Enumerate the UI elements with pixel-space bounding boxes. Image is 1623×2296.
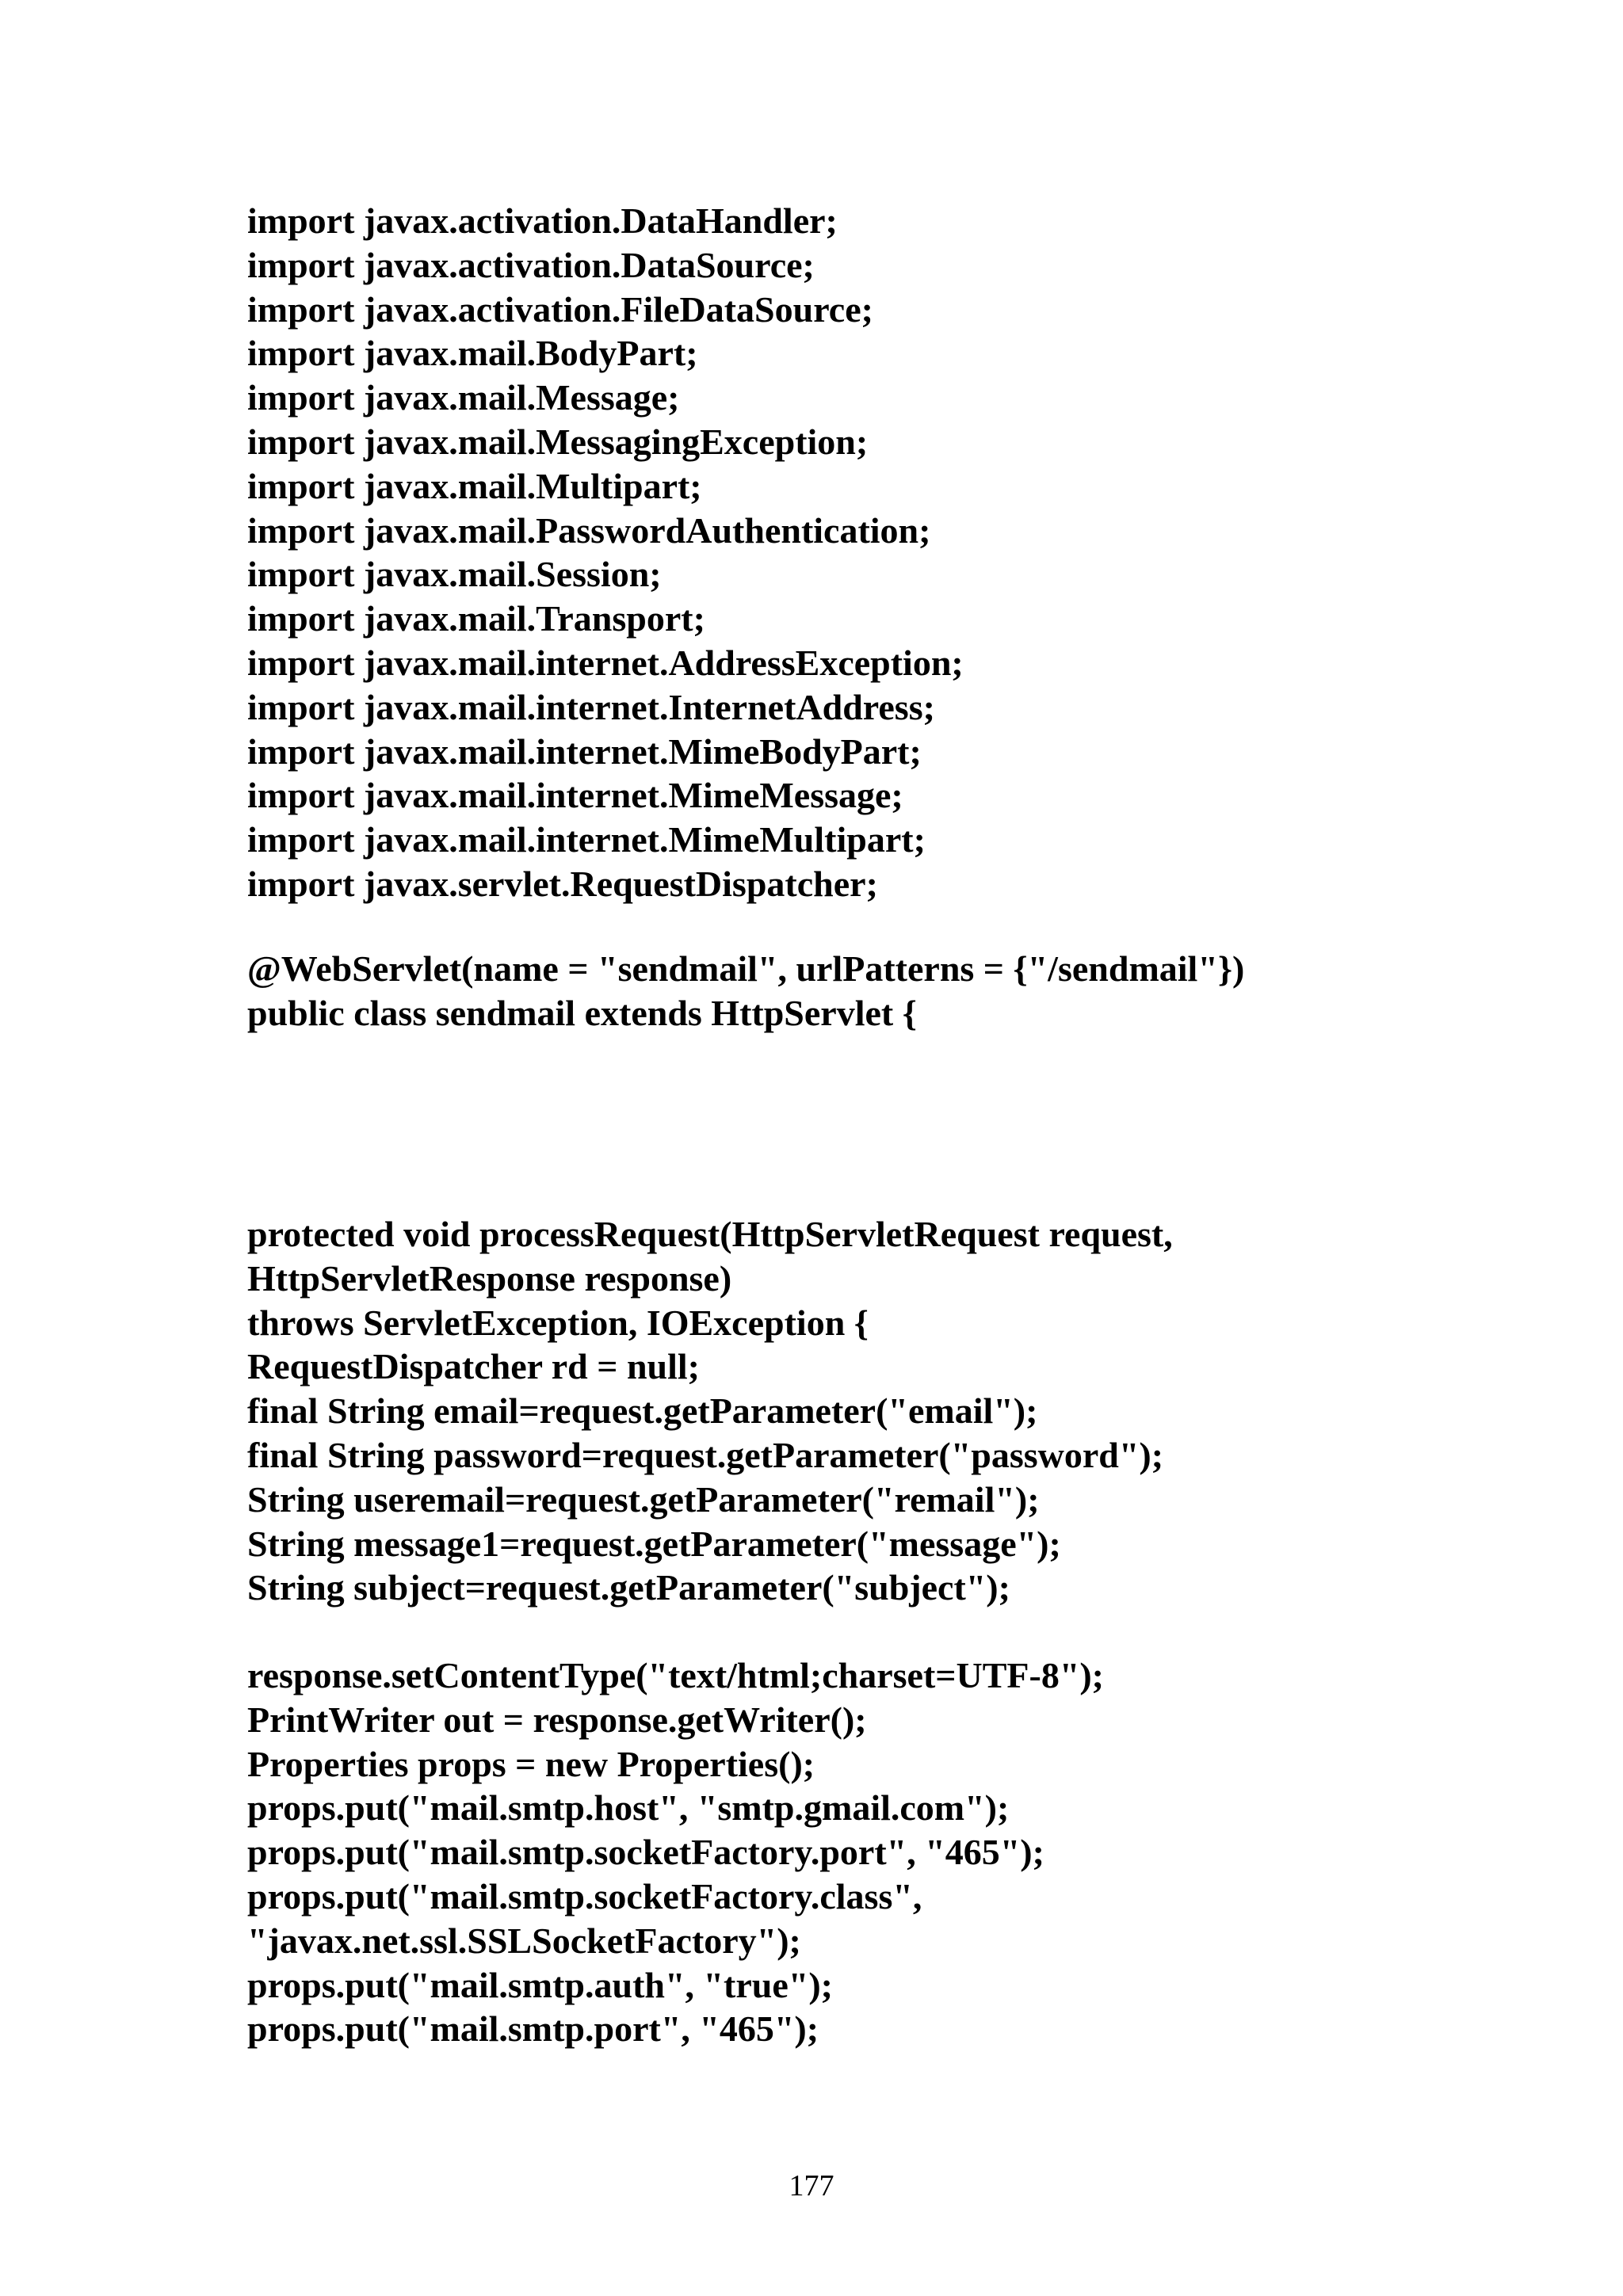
code-line: import javax.mail.internet.MimeBodyPart;	[247, 730, 922, 772]
code-line: props.put("mail.smtp.socketFactory.port", "465");	[247, 1832, 1044, 1873]
mail-properties	[247, 1653, 1104, 2051]
code-line: import javax.mail.Transport;	[247, 598, 705, 639]
page-number: 177	[789, 2169, 834, 2203]
code-line: String subject=request.getParameter("subject");	[247, 1567, 1010, 1608]
code-line: import javax.mail.internet.MimeMultipart;	[247, 819, 926, 860]
code-line: import javax.activation.DataHandler;	[247, 200, 838, 241]
code-line: import javax.activation.FileDataSource;	[247, 288, 873, 330]
code-line: final String password=request.getParameter("password");	[247, 1434, 1164, 1475]
code-line: String useremail=request.getParameter("remail");	[247, 1478, 1040, 1520]
code-line: import javax.mail.Session;	[247, 554, 662, 595]
code-line: final String email=request.getParameter("email");	[247, 1390, 1038, 1432]
code-line: RequestDispatcher rd = null;	[247, 1346, 701, 1387]
code-line: props.put("mail.smtp.host", "smtp.gmail.com");	[247, 1787, 1010, 1829]
class-declaration	[247, 947, 1244, 1035]
import-statements	[247, 199, 964, 906]
code-line: import javax.mail.Multipart;	[247, 465, 702, 506]
code-line: throws ServletException, IOException {	[247, 1302, 869, 1343]
code-line: response.setContentType("text/html;charset=UTF-8");	[247, 1655, 1104, 1695]
code-line: @WebServlet(name = "sendmail", urlPatterns = {"/sendmail"})	[247, 948, 1245, 989]
code-line: public class sendmail extends HttpServlet {	[247, 992, 917, 1033]
code-line: import javax.activation.DataSource;	[247, 244, 815, 285]
code-line: PrintWriter out = response.getWriter();	[247, 1699, 867, 1740]
code-line: props.put("mail.smtp.port", "465");	[247, 2008, 819, 2050]
code-line: props.put("mail.smtp.auth", "true");	[247, 1964, 833, 2005]
code-line: import javax.mail.internet.MimeMessage;	[247, 775, 903, 816]
code-line: String message1=request.getParameter("message");	[247, 1523, 1061, 1564]
code-line: Properties props = new Properties();	[247, 1743, 815, 1784]
code-line: import javax.mail.MessagingException;	[247, 421, 869, 462]
code-line: import javax.mail.Message;	[247, 377, 680, 418]
code-line: import javax.mail.BodyPart;	[247, 333, 698, 374]
code-line: protected void processRequest(HttpServletRequest request,	[247, 1214, 1173, 1254]
code-line: props.put("mail.smtp.socketFactory.class",	[247, 1875, 922, 1917]
code-line: HttpServletResponse response)	[247, 1257, 732, 1299]
code-line: "javax.net.ssl.SSLSocketFactory");	[247, 1920, 801, 1961]
code-line: import javax.servlet.RequestDispatcher;	[247, 863, 878, 904]
code-line: import javax.mail.PasswordAuthentication;	[247, 509, 931, 551]
code-line: import javax.mail.internet.AddressException;	[247, 642, 964, 683]
method-body	[247, 1212, 1173, 1610]
code-line: import javax.mail.internet.InternetAddress;	[247, 686, 935, 727]
